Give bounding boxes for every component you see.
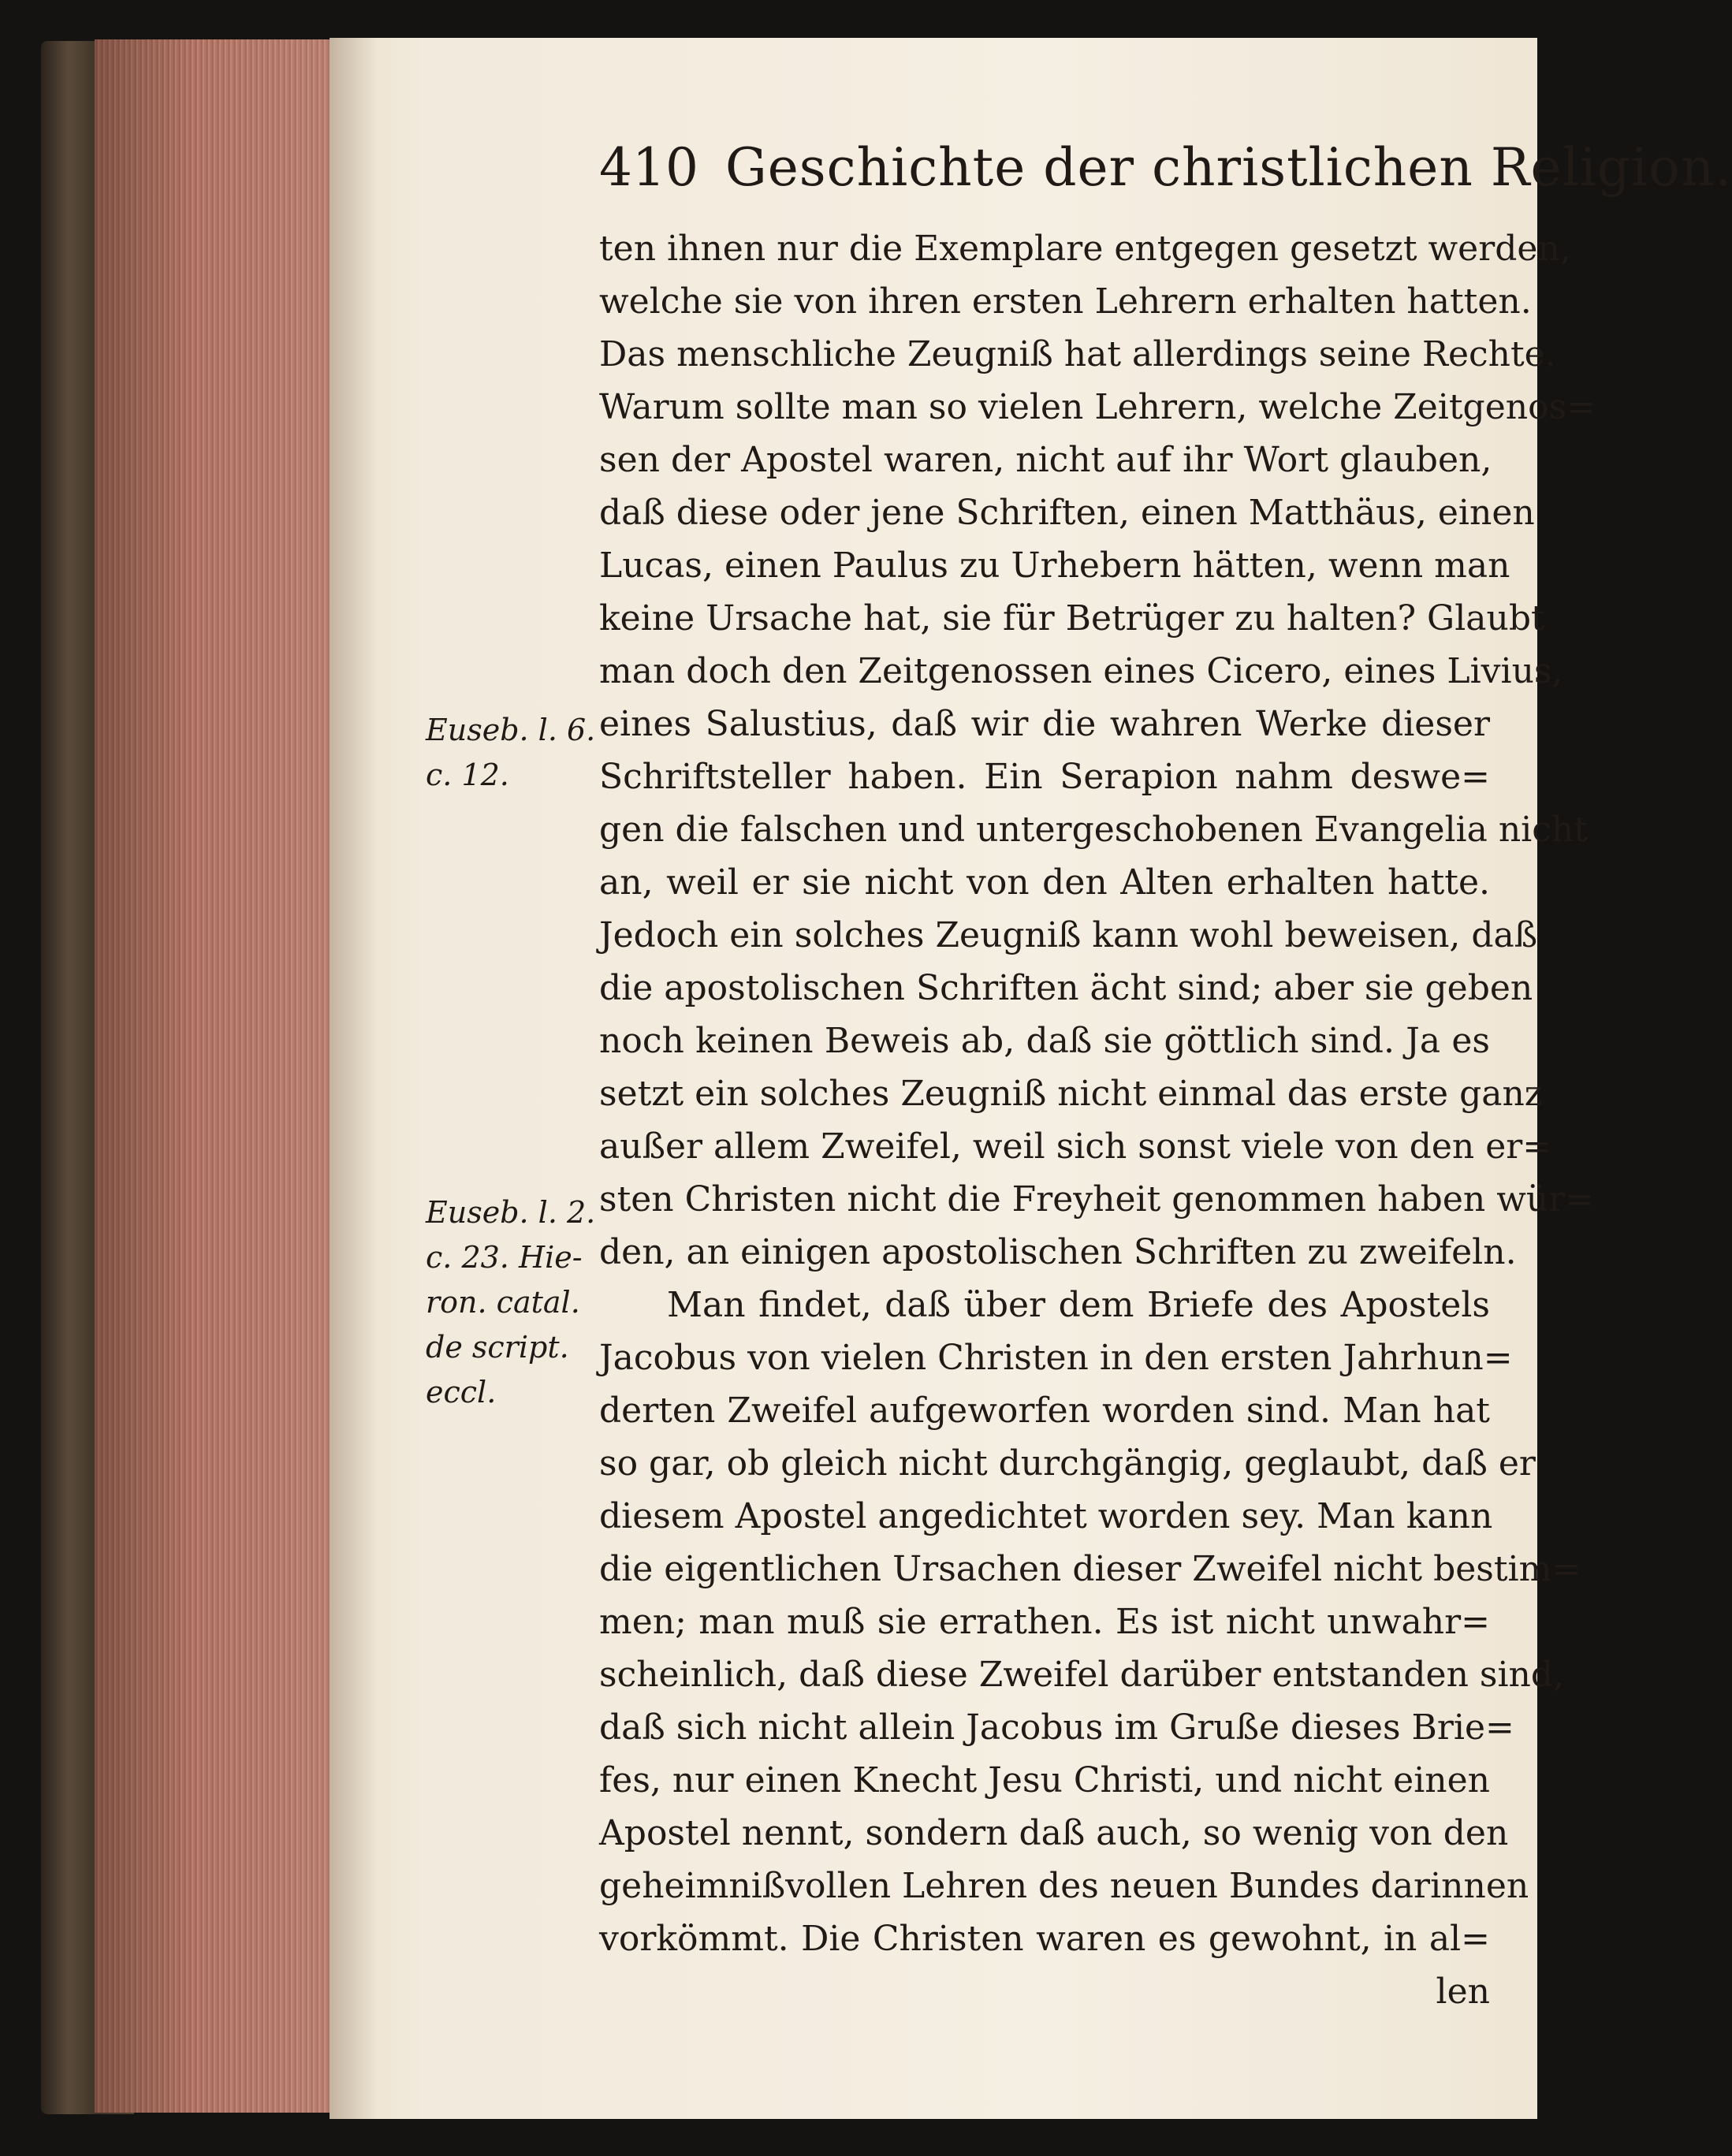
margin-note-line: c. 12. (426, 758, 509, 792)
text-line: sen der Apostel waren, nicht auf ihr Wort glauben, (599, 440, 1492, 480)
text-line: man doch den Zeitgenossen eines Cicero, eines Livius, (599, 651, 1563, 691)
text-line: scheinlich, daß diese Zweifel darüber entstanden sind, (599, 1655, 1565, 1695)
text-line-paragraph-start: Man findet, daß über dem Briefe des Apostels (667, 1285, 1490, 1325)
catchword: len (1436, 1972, 1490, 2012)
text-line: Lucas, einen Paulus zu Urhebern hätten, wenn man (599, 546, 1510, 586)
margin-note-euseb-l6 (426, 708, 596, 798)
text-line: daß sich nicht allein Jacobus im Gruße dieses Brie= (599, 1707, 1514, 1748)
margin-note-euseb-l2 (426, 1190, 596, 1415)
margin-note-line: Euseb. l. 6. (426, 713, 596, 747)
text-line: den, an einigen apostolischen Schriften zu zweifeln. (599, 1232, 1517, 1272)
page-title: Geschichte der christlichen Religion. (724, 137, 1732, 198)
text-line: außer allem Zweifel, weil sich sonst viele von den er= (599, 1126, 1552, 1167)
text-line: men; man muß sie errathen. Es ist nicht unwahr= (599, 1602, 1490, 1642)
text-line: eines Salustius, daß wir die wahren Werke dieser (599, 704, 1490, 744)
margin-note-line: ron. catal. (426, 1285, 580, 1320)
gutter-shadow (330, 38, 377, 2119)
text-line: die eigentlichen Ursachen dieser Zweifel nicht bestim= (599, 1549, 1581, 1589)
text-line: welche sie von ihren ersten Lehrern erhalten hatten. (599, 281, 1532, 322)
text-line: sten Christen nicht die Freyheit genommen haben wür= (599, 1179, 1595, 1219)
text-line: Apostel nennt, sondern daß auch, so wenig von den (599, 1813, 1509, 1853)
text-line: keine Ursache hat, sie für Betrüger zu halten? Glaubt (599, 598, 1545, 639)
text-line: setzt ein solches Zeugniß nicht einmal das erste ganz (599, 1074, 1543, 1114)
text-line: so gar, ob gleich nicht durchgängig, geglaubt, daß er (599, 1443, 1536, 1484)
text-line: Jedoch ein solches Zeugniß kann wohl beweisen, daß (599, 915, 1538, 955)
text-line: vorkömmt. Die Christen waren es gewohnt, in al= (599, 1919, 1490, 1959)
text-line: daß diese oder jene Schriften, einen Matthäus, einen (599, 493, 1535, 533)
text-line: noch keinen Beweis ab, daß sie göttlich sind. Ja es (599, 1021, 1490, 1061)
page-block-shading (95, 39, 351, 2113)
text-line: an, weil er sie nicht von den Alten erhalten hatte. (599, 862, 1490, 903)
text-line: Schriftsteller haben. Ein Serapion nahm deswe= (599, 757, 1490, 797)
text-line: ten ihnen nur die Exemplare entgegen gesetzt werden, (599, 229, 1571, 269)
running-head (599, 132, 1732, 203)
text-line: derten Zweifel aufgeworfen worden sind. Man hat (599, 1391, 1490, 1431)
text-line: geheimnißvollen Lehren des neuen Bundes darinnen (599, 1866, 1529, 1906)
text-line: die apostolischen Schriften ächt sind; aber sie geben (599, 968, 1533, 1008)
text-line: Warum sollte man so vielen Lehrern, welche Zeitgenos= (599, 387, 1596, 427)
margin-note-line: c. 23. Hie- (426, 1240, 583, 1275)
text-line: diesem Apostel angedichtet worden sey. Man kann (599, 1496, 1493, 1536)
margin-note-line: eccl. (426, 1375, 497, 1409)
text-line: Das menschliche Zeugniß hat allerdings seine Rechte. (599, 334, 1556, 374)
margin-note-line: Euseb. l. 2. (426, 1195, 596, 1230)
page-number: 410 (599, 137, 698, 198)
margin-note-line: de script. (426, 1330, 569, 1365)
text-line: gen die falschen und untergeschobenen Evangelia nicht (599, 810, 1588, 850)
text-line: Jacobus von vielen Christen in den ersten Jahrhun= (599, 1338, 1513, 1378)
body-text (599, 222, 1596, 2018)
text-line: fes, nur einen Knecht Jesu Christi, und nicht einen (599, 1760, 1490, 1800)
